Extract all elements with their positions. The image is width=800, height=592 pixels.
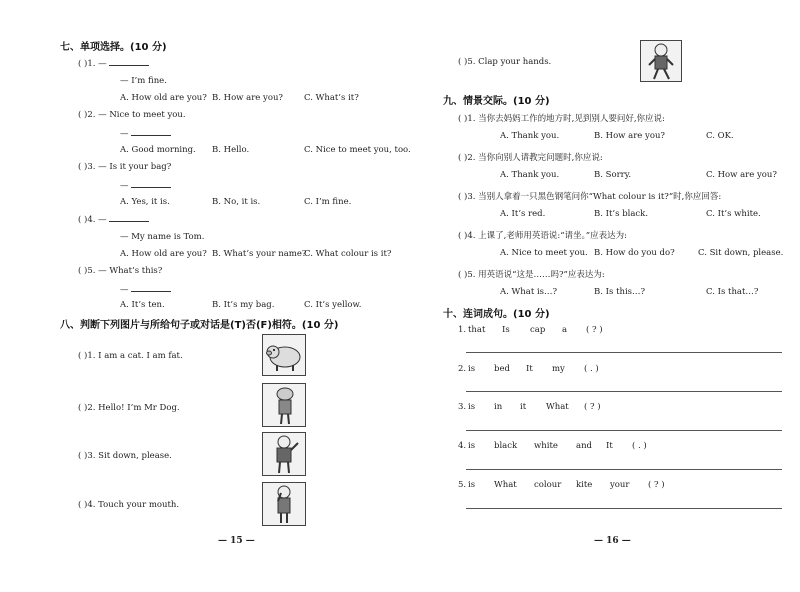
s10-word: cap — [530, 325, 546, 335]
s7-q5-opt-a: A. It’s ten. — [120, 300, 165, 310]
s10-word: is — [468, 441, 476, 451]
s10-word: kite — [576, 480, 593, 490]
boy-icon — [263, 433, 305, 475]
s10-word: Is — [502, 325, 510, 335]
s8-item-2: ( )2. Hello! I’m Mr Dog. — [78, 403, 180, 413]
s7-q1-follow: — I’m fine. — [120, 76, 167, 86]
s10-punct: ( ? ) — [586, 325, 603, 335]
s10-word: my — [552, 364, 565, 374]
s7-q2-stem: ( )2. — Nice to meet you. — [78, 110, 186, 120]
s10-word: it — [520, 402, 527, 412]
s10-word: What — [546, 402, 569, 412]
s10-word: in — [494, 402, 503, 412]
answer-blank[interactable] — [131, 180, 171, 188]
answer-line[interactable] — [466, 430, 782, 431]
answer-blank[interactable] — [131, 284, 171, 292]
s9-q5-opt-a: A. What is…? — [500, 287, 558, 297]
s10-word: bed — [494, 364, 510, 374]
s10-word: and — [576, 441, 592, 451]
answer-blank[interactable] — [109, 214, 149, 222]
pig-icon — [263, 335, 305, 375]
s7-q4-opt-b: B. What’s your name? — [212, 249, 307, 259]
s9-q2-opt-a: A. Thank you. — [500, 170, 560, 180]
s10-punct: ( ? ) — [584, 402, 601, 412]
clapping-boy-picture — [640, 40, 682, 82]
s10-2-num: 2. — [458, 364, 467, 374]
s7-q4-opt-a: A. How old are you? — [120, 249, 207, 259]
s7-q4-follow: — My name is Tom. — [120, 232, 205, 242]
s9-q2-opt-c: C. How are you? — [706, 170, 777, 180]
s7-q1 — [78, 58, 149, 69]
section8-title: 八、判断下列图片与所给句子或对话是(T)否(F)相符。(10 分) — [60, 320, 339, 331]
s7-q1-opt-b: B. How are you? — [212, 93, 283, 103]
s7-q4-opt-c: C. What colour is it? — [304, 249, 392, 259]
s9-q5-opt-c: C. Is that…? — [706, 287, 759, 297]
s7-q1-stem: ( )1. — — [78, 59, 107, 69]
s8-item-1: ( )1. I am a cat. I am fat. — [78, 351, 183, 361]
s7-q3-follow — [120, 180, 171, 191]
s10-5-num: 5. — [458, 480, 467, 490]
s10-4-num: 4. — [458, 441, 467, 451]
s7-q2-follow — [120, 128, 171, 139]
s10-word: white — [534, 441, 558, 451]
s7-q3-opt-b: B. No, it is. — [212, 197, 261, 207]
s10-word: It — [606, 441, 613, 451]
girl-icon — [263, 483, 305, 525]
answer-line[interactable] — [466, 352, 782, 353]
page-number-left: — 15 — — [218, 536, 255, 546]
s8-item-3: ( )3. Sit down, please. — [78, 451, 172, 461]
s9-q2: ( )2. 当你向别人请教完问题时,你应说: — [458, 153, 603, 163]
s7-q4 — [78, 214, 149, 225]
s9-q4-opt-a: A. Nice to meet you. — [500, 248, 588, 258]
s10-punct: ( . ) — [584, 364, 599, 374]
s10-word: is — [468, 364, 476, 374]
page-number-right: — 16 — — [594, 536, 631, 546]
s7-q5-stem: ( )5. — What’s this? — [78, 266, 163, 276]
girl-picture — [262, 482, 306, 526]
s7-q4-stem: ( )4. — — [78, 215, 107, 225]
s10-word: What — [494, 480, 517, 490]
s10-word: It — [526, 364, 533, 374]
s10-word: colour — [534, 480, 562, 490]
s7-q3-dash: — — [120, 181, 129, 191]
s9-q3-opt-b: B. It’s black. — [594, 209, 649, 219]
s7-q5-dash: — — [120, 285, 129, 295]
answer-blank[interactable] — [131, 128, 171, 136]
s7-q1-opt-a: A. How old are you? — [120, 93, 207, 103]
pig-picture — [262, 334, 306, 376]
s9-q1-opt-a: A. Thank you. — [500, 131, 560, 141]
s10-3-num: 3. — [458, 402, 467, 412]
s10-1-num: 1. — [458, 325, 467, 335]
s9-q1: ( )1. 当你去妈妈工作的地方时,见到别人要问好,你应说: — [458, 114, 665, 124]
s9-q4-opt-c: C. Sit down, please. — [698, 248, 784, 258]
answer-blank[interactable] — [109, 58, 149, 66]
s9-q2-opt-b: B. Sorry. — [594, 170, 632, 180]
s7-q1-opt-c: C. What’s it? — [304, 93, 359, 103]
s9-q1-opt-b: B. How are you? — [594, 131, 665, 141]
s9-q3: ( )3. 当别人拿着一只黑色钢笔问你“What colour is it?”时,你应回答: — [458, 192, 722, 202]
s9-q5: ( )5. 用英语说“这是……吗?”应表达为: — [458, 270, 605, 280]
s9-q4: ( )4. 上课了,老师用英语说:“请坐。”应表达为: — [458, 231, 628, 241]
s7-q2-opt-a: A. Good morning. — [120, 145, 196, 155]
section9-title: 九、情景交际。(10 分) — [443, 96, 550, 107]
s7-q2-dash: — — [120, 129, 129, 139]
s10-word: your — [610, 480, 630, 490]
s9-q1-opt-c: C. OK. — [706, 131, 734, 141]
s10-word: that — [468, 325, 486, 335]
s7-q3-stem: ( )3. — Is it your bag? — [78, 162, 172, 172]
s7-q2-opt-b: B. Hello. — [212, 145, 250, 155]
s10-word: a — [562, 325, 568, 335]
s8-item-4: ( )4. Touch your mouth. — [78, 500, 180, 510]
s7-q5-follow — [120, 284, 171, 295]
s9-q4-opt-b: B. How do you do? — [594, 248, 675, 258]
clapping-boy-icon — [641, 41, 681, 81]
s10-punct: ( ? ) — [648, 480, 665, 490]
s9-q5-opt-b: B. Is this…? — [594, 287, 646, 297]
s9-q3-opt-c: C. It’s white. — [706, 209, 761, 219]
s7-q5-opt-c: C. It’s yellow. — [304, 300, 362, 310]
answer-line[interactable] — [466, 469, 782, 470]
s7-q5-opt-b: B. It’s my bag. — [212, 300, 275, 310]
s9-q3-opt-a: A. It’s red. — [500, 209, 546, 219]
answer-line[interactable] — [466, 508, 782, 509]
s7-q3-opt-a: A. Yes, it is. — [120, 197, 170, 207]
dog-picture — [262, 383, 306, 427]
s8-item-5: ( )5. Clap your hands. — [458, 57, 552, 67]
answer-line[interactable] — [466, 391, 782, 392]
dog-icon — [263, 384, 305, 426]
boy-sitting-picture — [262, 432, 306, 476]
s10-word: is — [468, 402, 476, 412]
s10-punct: ( . ) — [632, 441, 647, 451]
s7-q2-opt-c: C. Nice to meet you, too. — [304, 145, 411, 155]
section7-title: 七、单项选择。(10 分) — [60, 42, 167, 53]
section10-title: 十、连词成句。(10 分) — [443, 309, 550, 320]
s7-q3-opt-c: C. I’m fine. — [304, 197, 352, 207]
s10-word: black — [494, 441, 518, 451]
s10-word: is — [468, 480, 476, 490]
